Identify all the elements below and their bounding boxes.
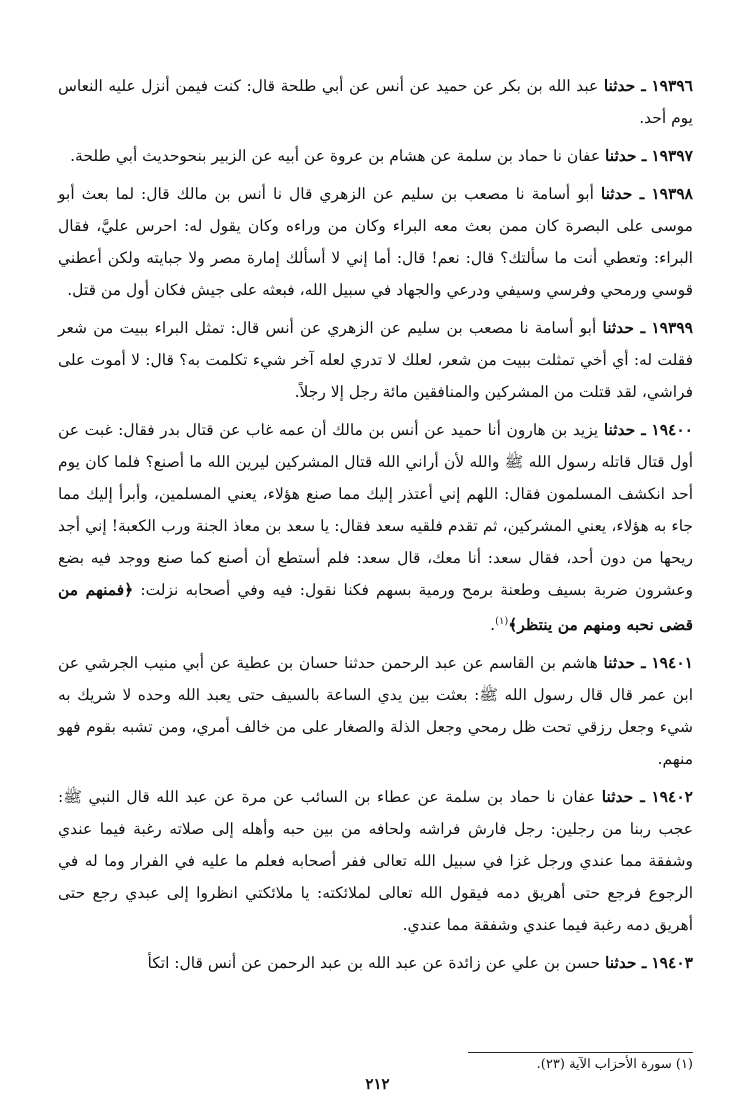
hadith-text: عفان نا حماد بن سلمة عن عطاء بن السائب عن مرة عن عبد الله قال النبي ﷺ: عجب ربنا من رجلين: رجل فارش فراشه ولحافه من بين حبه وأهله إلى صلاته رغبة فيما عندي وشفقة مما عندي ورجل غزا في سبيل الله تعالى ففر أصحابه فعلم ما عليه في الفرار وما له في الرجوع فرجع حتى أهريق دمه فيقول الله تعالى لملائكته: يا ملائكتي انظروا إلى عبدي رجع حتى أهريق دمه رغبة فيما عندي وشفقة مما عندي. <box>58 788 693 935</box>
hadith-keyword: حدثنا <box>601 787 634 807</box>
page-number: ٢١٢ <box>365 1075 390 1093</box>
hadith-number: ١٩٣٩٩ <box>651 318 693 337</box>
hadith-entry <box>58 414 693 641</box>
hadith-keyword: حدثنا <box>605 146 637 165</box>
hadith-entry <box>58 312 693 408</box>
dash: ـ <box>634 653 646 673</box>
hadith-number: ١٩٤٠٢ <box>651 787 693 807</box>
hadith-text: أبو أسامة نا مصعب بن سليم عن الزهري قال نا أنس بن مالك قال: لما بعث أبو موسى على البصرة كان ممن بعث معه البراء وكان من وراءه وكان يقول له: احرس عليَّ، فقال البراء: وتعطي أنت ما سألتك؟ قال: نعم! قال: أما إني لا أسألك إمارة مصر ولا جبايته ولكن أعطني قوسي ورمحي وفرسي وسيفي ودرعي والجهاد في سبيل الله، فبعثه على جيش فكان أول من قتل. <box>58 185 693 299</box>
dash: ـ <box>636 953 647 973</box>
footnote-marker[interactable]: (١) <box>495 616 509 627</box>
hadith-text-tail: . <box>490 616 496 635</box>
hadith-number: ١٩٣٩٧ <box>651 146 693 165</box>
hadith-entry <box>58 140 693 172</box>
hadith-number: ١٩٤٠٣ <box>651 953 693 973</box>
hadith-text: هاشم بن القاسم عن عبد الرحمن حدثنا حسان بن عطية عن أبي منيب الجرشي عن ابن عمر قال قال رسول الله ﷺ: بعثت بين يدي الساعة بالسيف حتى يعبد الله وحده لا شريك به شيء وجعل رزقي تحت ظل رمحي وجعل الذلة والصغار على من خالف أمري، ومن تشبه بقوم فهو منهم. <box>58 654 693 769</box>
quran-verse: ﴿فمنهم من قضى نحبه ومنهم من ينتظر﴾ <box>58 580 693 635</box>
hadith-number: ١٩٤٠٠ <box>651 420 694 439</box>
hadith-text: عفان نا حماد بن سلمة عن هشام بن عروة عن أبيه عن الزبير بنحوحديث أبي طلحة. <box>70 147 601 165</box>
hadith-number: ١٩٣٩٦ <box>651 76 693 95</box>
hadith-keyword: حدثنا <box>602 318 634 337</box>
hadith-text: يزيد بن هارون أنا حميد عن أنس بن مالك أن عمه غاب عن قتال بدر فقال: غبت عن أول قتال قاتله رسول الله ﷺ والله لأن أراني الله قتال المشركين ليرين الله ما أصنع؟ فلما كان يوم أحد انكشف المسلمون فقال: اللهم إني أعتذر إليك مما صنع هؤلاء، يعني المسلمين، وأبرأ إليك مما جاء به هؤلاء، يعني المشركين، ثم تقدم فلقيه سعد فقال: يا سعد بن معاذ الجنة ورب الكعبة! إني أجد ريحها من دون أحد، فقال سعد: أنا معك، قال سعد: فلم أستطع أن أصنع كما صنع ووجد فيه بضع وعشرون ضربة بسيف وطعنة برمح ورمية بسهم فكنا نقول: فيه وفي أصحابه نزلت: <box>58 421 693 599</box>
hadith-number: ١٩٣٩٨ <box>651 184 693 203</box>
hadith-keyword: حدثنا <box>603 420 636 439</box>
hadith-entry <box>58 70 693 134</box>
hadith-entry <box>58 781 693 941</box>
dash: ـ <box>633 318 646 337</box>
hadith-text: أبو أسامة نا مصعب بن سليم عن الزهري عن أنس قال: تمثل البراء ببيت من شعر فقلت له: أي أخي تمثلت ببيت من شعر، لعلك لا تدري لعله آخر شيء تكلمت به؟ قال: لا أموت على فراشي، لقد قتلت من المشركين والمنافقين مائة رجل إلا رجلاً. <box>58 319 693 401</box>
dash: ـ <box>633 787 645 807</box>
dash: ـ <box>636 146 647 165</box>
hadith-entry <box>58 647 693 775</box>
hadith-entry <box>58 947 693 979</box>
hadith-keyword: حدثنا <box>603 76 636 95</box>
hadith-keyword: حدثنا <box>603 653 635 673</box>
hadith-number: ١٩٤٠١ <box>651 653 693 673</box>
dash: ـ <box>635 76 646 95</box>
hadith-entry <box>58 178 693 306</box>
dash: ـ <box>632 184 645 203</box>
hadith-keyword: حدثنا <box>605 953 637 973</box>
footnote: (١) سورة الأحزاب الآية (٢٣). <box>536 1057 693 1072</box>
hadith-keyword: حدثنا <box>600 184 633 203</box>
hadith-text: حسن بن علي عن زائدة عن عبد الله بن عبد الرحمن عن أنس قال: اتكأ <box>147 954 601 973</box>
dash: ـ <box>635 420 646 439</box>
footnote-divider <box>468 1052 693 1053</box>
hadith-text: عبد الله بن بكر عن حميد عن أنس عن أبي طلحة قال: كنت فيمن أنزل عليه النعاس يوم أحد. <box>58 77 693 127</box>
